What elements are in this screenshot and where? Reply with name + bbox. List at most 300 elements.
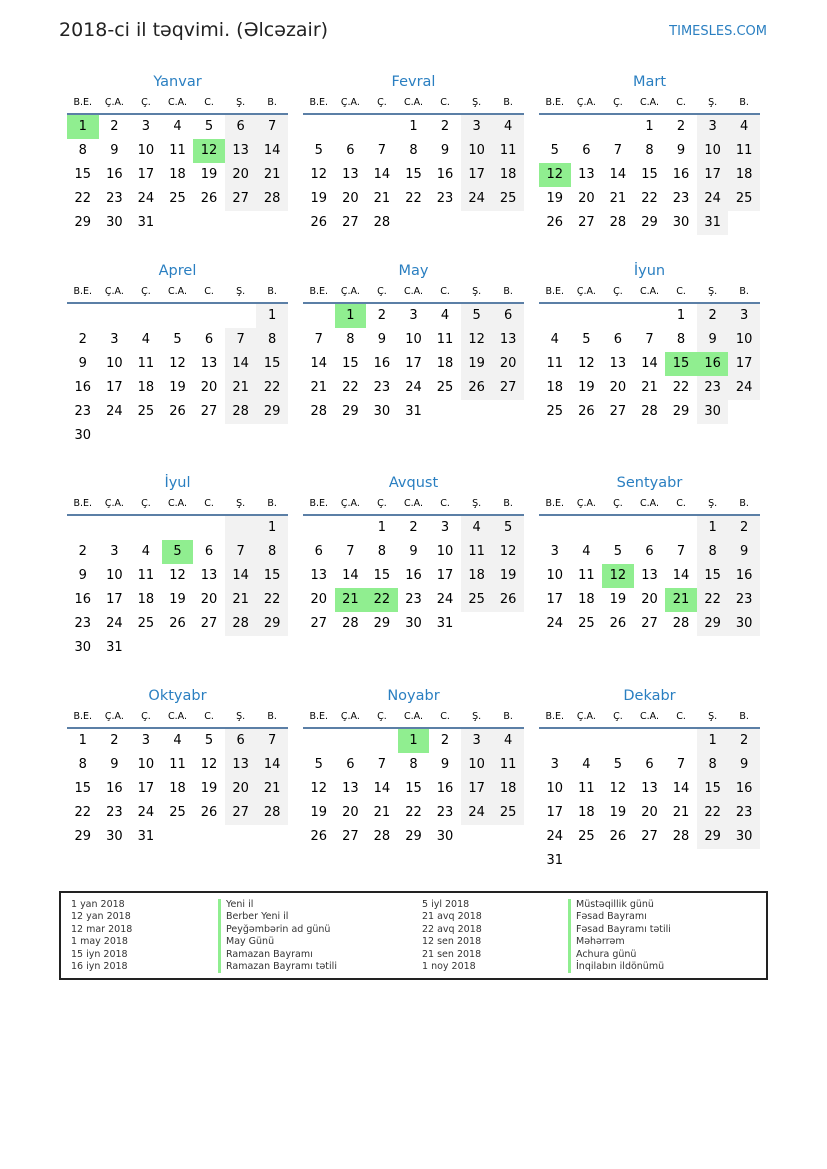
weekday-label: Ç. [377,97,387,108]
day-cell: 1 [697,729,729,753]
day-cell: 20 [342,805,359,820]
day-cell: 13 [200,568,218,583]
day-cell: 6 [346,757,355,772]
weekday-label: Ç. [141,97,151,108]
day-cell: 17 [137,167,155,182]
day-cell: 3 [141,119,151,134]
day-cell: 14 [672,568,690,583]
day-cell: 8 [645,143,654,158]
day-cell: 12 [193,139,225,163]
day-cell: 16 [672,167,690,182]
day-cell: 29 [342,404,359,419]
day-cell: 10 [546,568,564,583]
weekday-header [303,494,524,516]
day-cell: 27 [225,187,257,211]
day-cell: 6 [346,143,355,158]
day-cell: 11 [137,356,155,371]
day-cell: 31 [405,404,422,419]
day-cell: 19 [169,592,186,607]
day-cell: 26 [492,588,524,612]
empty-cell [728,400,760,424]
legend-names-col2 [568,899,671,973]
day-cell: 22 [74,191,92,206]
day-cell: 11 [169,143,186,158]
weekday-label: C.A. [403,498,423,509]
weekday-label: Ş. [236,286,246,297]
day-cell: 11 [728,139,760,163]
day-cell: 6 [204,332,214,347]
day-cell: 4 [173,119,182,134]
weekday-header [303,282,524,304]
empty-cell [130,636,162,660]
weekday-label: C.A. [639,498,659,509]
day-cell: 26 [310,215,328,230]
day-cell: 17 [405,356,422,371]
day-cell: 12 [310,781,328,796]
day-cell: 5 [461,304,493,328]
month-name: Oktyabr [148,688,207,704]
weekday-label: B. [503,97,513,108]
empty-cell [665,849,697,873]
day-cell: 9 [697,328,729,352]
empty-cell [99,516,131,540]
weekday-header [539,707,760,729]
day-cell: 8 [78,143,87,158]
empty-cell [492,612,524,636]
legend-holiday-name: Ramazan Bayramı [218,949,337,961]
day-cell: 21 [609,191,627,206]
month-noyabr [303,685,524,849]
day-cell: 4 [582,757,591,772]
day-cell: 7 [676,757,686,772]
day-cell: 4 [492,729,524,753]
day-cell: 19 [609,592,627,607]
day-cell: 31 [137,829,155,844]
day-cell: 18 [546,380,564,395]
empty-cell [303,304,335,328]
day-cell: 3 [728,304,760,328]
day-cell: 16 [74,592,92,607]
month-sentyabr [539,472,760,636]
day-cell: 4 [582,544,591,559]
day-cell: 24 [106,616,123,631]
day-cell: 12 [609,781,627,796]
weekday-label: Ç. [613,286,623,297]
day-cell: 14 [641,356,658,371]
month-aprel [67,260,288,448]
day-cell: 18 [728,163,760,187]
day-cell: 7 [225,328,257,352]
empty-cell [492,211,524,235]
day-cell: 20 [225,163,257,187]
empty-cell [256,424,288,448]
month-mart [539,71,760,235]
day-cell: 26 [609,829,627,844]
day-cell: 10 [106,568,123,583]
legend-names-col1 [218,899,337,973]
day-cell: 19 [169,380,186,395]
day-cell: 13 [342,781,359,796]
weekday-label: Ç.A. [576,711,596,722]
day-cell: 15 [256,564,288,588]
day-cell: 26 [546,215,564,230]
day-cell: 19 [310,805,328,820]
empty-cell [602,729,634,753]
month-name: Aprel [158,263,197,279]
empty-cell [162,636,194,660]
day-cell: 8 [697,540,729,564]
day-cell: 28 [225,400,257,424]
day-cell: 4 [141,544,151,559]
day-cell: 8 [409,143,418,158]
day-cell: 8 [78,757,87,772]
weekday-label: B. [503,286,513,297]
day-cell: 13 [342,167,359,182]
day-cell: 22 [74,805,92,820]
day-cell: 22 [256,376,288,400]
day-cell: 15 [342,356,359,371]
day-cell: 3 [409,308,418,323]
day-cell: 4 [141,332,151,347]
legend-holiday-name: Fəsad Bayramı [568,911,671,923]
day-cell: 4 [550,332,559,347]
weekday-label: Ç.A. [576,286,596,297]
day-cell: 11 [461,540,493,564]
day-cell: 19 [546,191,564,206]
empty-cell [335,115,367,139]
day-cell: 5 [204,119,214,134]
weekday-header [539,93,760,115]
day-cell: 9 [440,143,450,158]
day-cell: 15 [74,781,92,796]
day-grid [303,516,524,636]
day-cell: 10 [697,139,729,163]
month-oktyabr [67,685,288,849]
day-cell: 17 [697,163,729,187]
day-cell: 20 [492,352,524,376]
day-cell: 23 [672,191,690,206]
day-cell: 2 [697,304,729,328]
day-grid [67,516,288,660]
empty-cell [225,516,257,540]
day-cell: 7 [256,729,288,753]
day-cell: 5 [173,332,182,347]
weekday-label: Ç.A. [576,97,596,108]
weekday-label: Ç.A. [340,97,360,108]
day-grid [539,115,760,235]
day-cell: 25 [546,404,564,419]
day-cell: 20 [342,191,359,206]
month-name: Sentyabr [616,475,683,491]
weekday-label: B.E. [73,711,93,722]
day-cell: 20 [225,777,257,801]
weekday-label: C. [204,97,214,108]
weekday-label: C. [204,286,214,297]
day-cell: 21 [373,805,391,820]
empty-cell [602,304,634,328]
empty-cell [162,211,194,235]
weekday-label: B.E. [73,286,93,297]
day-cell: 18 [578,805,595,820]
month-dekabr [539,685,760,873]
day-cell: 22 [405,191,422,206]
weekday-label: C.A. [639,97,659,108]
empty-cell [602,849,634,873]
day-cell: 8 [256,540,288,564]
day-cell: 28 [609,215,627,230]
empty-cell [539,516,571,540]
empty-cell [728,211,760,235]
day-cell: 10 [436,544,454,559]
day-cell: 25 [728,187,760,211]
empty-cell [303,516,335,540]
legend-holiday-name: Peyğəmbərin ad günü [218,924,337,936]
empty-cell [256,211,288,235]
day-cell: 12 [492,540,524,564]
day-cell: 9 [78,356,87,371]
brand-link[interactable]: TIMESLES.COM [669,24,767,39]
day-cell: 3 [461,115,493,139]
day-cell: 18 [578,592,595,607]
empty-cell [99,304,131,328]
day-cell: 30 [436,829,454,844]
weekday-label: B.E. [73,498,93,509]
legend-date: 5 iyl 2018 [422,899,470,910]
weekday-label: B. [739,286,749,297]
day-cell: 25 [137,616,155,631]
day-cell: 15 [373,568,391,583]
legend-date: 1 noy 2018 [422,961,476,973]
day-cell: 10 [461,753,493,777]
day-cell: 30 [728,612,760,636]
day-cell: 11 [492,139,524,163]
day-cell: 6 [225,115,257,139]
day-cell: 6 [645,544,654,559]
day-cell: 8 [377,544,387,559]
day-cell: 23 [74,404,92,419]
day-cell: 16 [697,352,729,376]
day-cell: 17 [546,805,564,820]
day-cell: 19 [609,805,627,820]
empty-cell [634,304,666,328]
day-cell: 20 [578,191,595,206]
day-cell: 2 [728,729,760,753]
day-cell: 21 [225,588,257,612]
day-cell: 31 [137,215,155,230]
weekday-label: C.A. [167,711,187,722]
day-cell: 8 [346,332,355,347]
legend-holiday-name: Yeni il [218,899,337,911]
weekday-label: B. [739,711,749,722]
weekday-label: B.E. [309,711,329,722]
empty-cell [193,516,225,540]
month-name: Avqust [388,475,439,491]
day-cell: 28 [672,616,690,631]
day-cell: 28 [310,404,328,419]
weekday-label: Ç. [613,498,623,509]
month-may [303,260,524,424]
day-cell: 19 [310,191,328,206]
day-cell: 26 [200,191,218,206]
day-cell: 30 [672,215,690,230]
day-cell: 13 [578,167,595,182]
empty-cell [602,516,634,540]
day-cell: 16 [106,781,123,796]
day-cell: 20 [641,805,658,820]
page-title: 2018-ci il təqvimi. (Əlcəzair) [59,19,329,41]
empty-cell [193,211,225,235]
weekday-label: B.E. [73,97,93,108]
month-fevral [303,71,524,235]
weekday-label: B. [739,498,749,509]
day-cell: 9 [676,143,686,158]
day-cell: 30 [728,825,760,849]
empty-cell [571,516,603,540]
day-cell: 16 [106,167,123,182]
day-cell: 29 [373,616,391,631]
day-cell: 21 [335,588,367,612]
day-cell: 31 [546,853,564,868]
month-name: Noyabr [387,688,440,704]
day-cell: 12 [169,568,186,583]
day-cell: 2 [78,544,87,559]
day-cell: 2 [377,308,387,323]
day-cell: 25 [436,380,454,395]
empty-cell [335,516,367,540]
day-cell: 20 [200,380,218,395]
weekday-label: Ç. [141,286,151,297]
day-cell: 10 [461,139,493,163]
day-cell: 17 [137,781,155,796]
day-cell: 27 [200,616,218,631]
day-cell: 24 [697,187,729,211]
day-cell: 6 [492,304,524,328]
day-cell: 10 [137,143,155,158]
day-cell: 23 [106,191,123,206]
empty-cell [162,304,194,328]
day-cell: 12 [169,356,186,371]
day-cell: 24 [405,380,422,395]
day-cell: 20 [310,592,328,607]
day-cell: 5 [613,757,623,772]
day-cell: 2 [409,520,418,535]
empty-cell [225,825,257,849]
weekday-label: Ç.A. [576,498,596,509]
weekday-label: B.E. [545,711,565,722]
month-name: Mart [632,74,667,90]
day-cell: 28 [225,612,257,636]
day-cell: 5 [162,540,194,564]
day-cell: 8 [676,332,686,347]
empty-cell [398,211,430,235]
weekday-label: B.E. [545,498,565,509]
empty-cell [492,400,524,424]
day-cell: 11 [492,753,524,777]
day-cell: 3 [461,729,493,753]
day-cell: 19 [200,781,218,796]
day-cell: 22 [697,801,729,825]
weekday-label: Ş. [472,97,482,108]
day-cell: 1 [78,733,87,748]
empty-cell [193,636,225,660]
empty-cell [492,825,524,849]
day-cell: 25 [578,616,595,631]
day-cell: 22 [672,380,690,395]
weekday-label: Ş. [236,498,246,509]
empty-cell [193,304,225,328]
day-cell: 1 [377,520,387,535]
day-cell: 9 [110,757,119,772]
day-cell: 5 [492,516,524,540]
empty-cell [634,849,666,873]
legend-holiday-name: Achura günü [568,949,671,961]
day-cell: 21 [641,380,658,395]
day-cell: 12 [310,167,328,182]
day-cell: 27 [310,616,328,631]
weekday-label: B. [503,711,513,722]
day-cell: 7 [613,143,623,158]
weekday-label: Ç. [141,711,151,722]
day-cell: 1 [398,729,430,753]
weekday-label: Ç.A. [104,286,124,297]
day-cell: 26 [169,616,186,631]
weekday-label: Ç.A. [104,498,124,509]
legend-date: 1 may 2018 [71,936,128,948]
empty-cell [665,516,697,540]
weekday-label: Ç.A. [340,498,360,509]
weekday-label: Ş. [708,286,718,297]
empty-cell [303,115,335,139]
weekday-label: Ş. [708,97,718,108]
day-cell: 5 [314,143,323,158]
day-cell: 14 [609,167,627,182]
day-cell: 24 [436,592,454,607]
empty-cell [130,304,162,328]
weekday-header [539,494,760,516]
weekday-label: B.E. [309,498,329,509]
day-cell: 15 [697,564,729,588]
day-cell: 30 [373,404,391,419]
day-cell: 23 [728,801,760,825]
day-cell: 24 [728,376,760,400]
day-cell: 19 [461,352,493,376]
day-cell: 1 [645,119,654,134]
day-cell: 1 [256,516,288,540]
day-cell: 5 [582,332,591,347]
weekday-label: B. [267,498,277,509]
day-cell: 17 [728,352,760,376]
weekday-label: Ç. [377,286,387,297]
day-cell: 9 [78,568,87,583]
weekday-label: C.A. [167,97,187,108]
month-i̇yun [539,260,760,424]
weekday-header [303,707,524,729]
day-cell: 13 [200,356,218,371]
weekday-header [539,282,760,304]
weekday-label: C. [204,711,214,722]
weekday-label: B. [503,498,513,509]
day-cell: 13 [492,328,524,352]
day-grid [67,115,288,235]
day-cell: 23 [106,805,123,820]
empty-cell [130,424,162,448]
day-cell: 7 [225,540,257,564]
weekday-label: C.A. [403,97,423,108]
weekday-label: C.A. [403,286,423,297]
day-cell: 23 [436,805,454,820]
day-cell: 7 [645,332,654,347]
day-cell: 13 [609,356,627,371]
